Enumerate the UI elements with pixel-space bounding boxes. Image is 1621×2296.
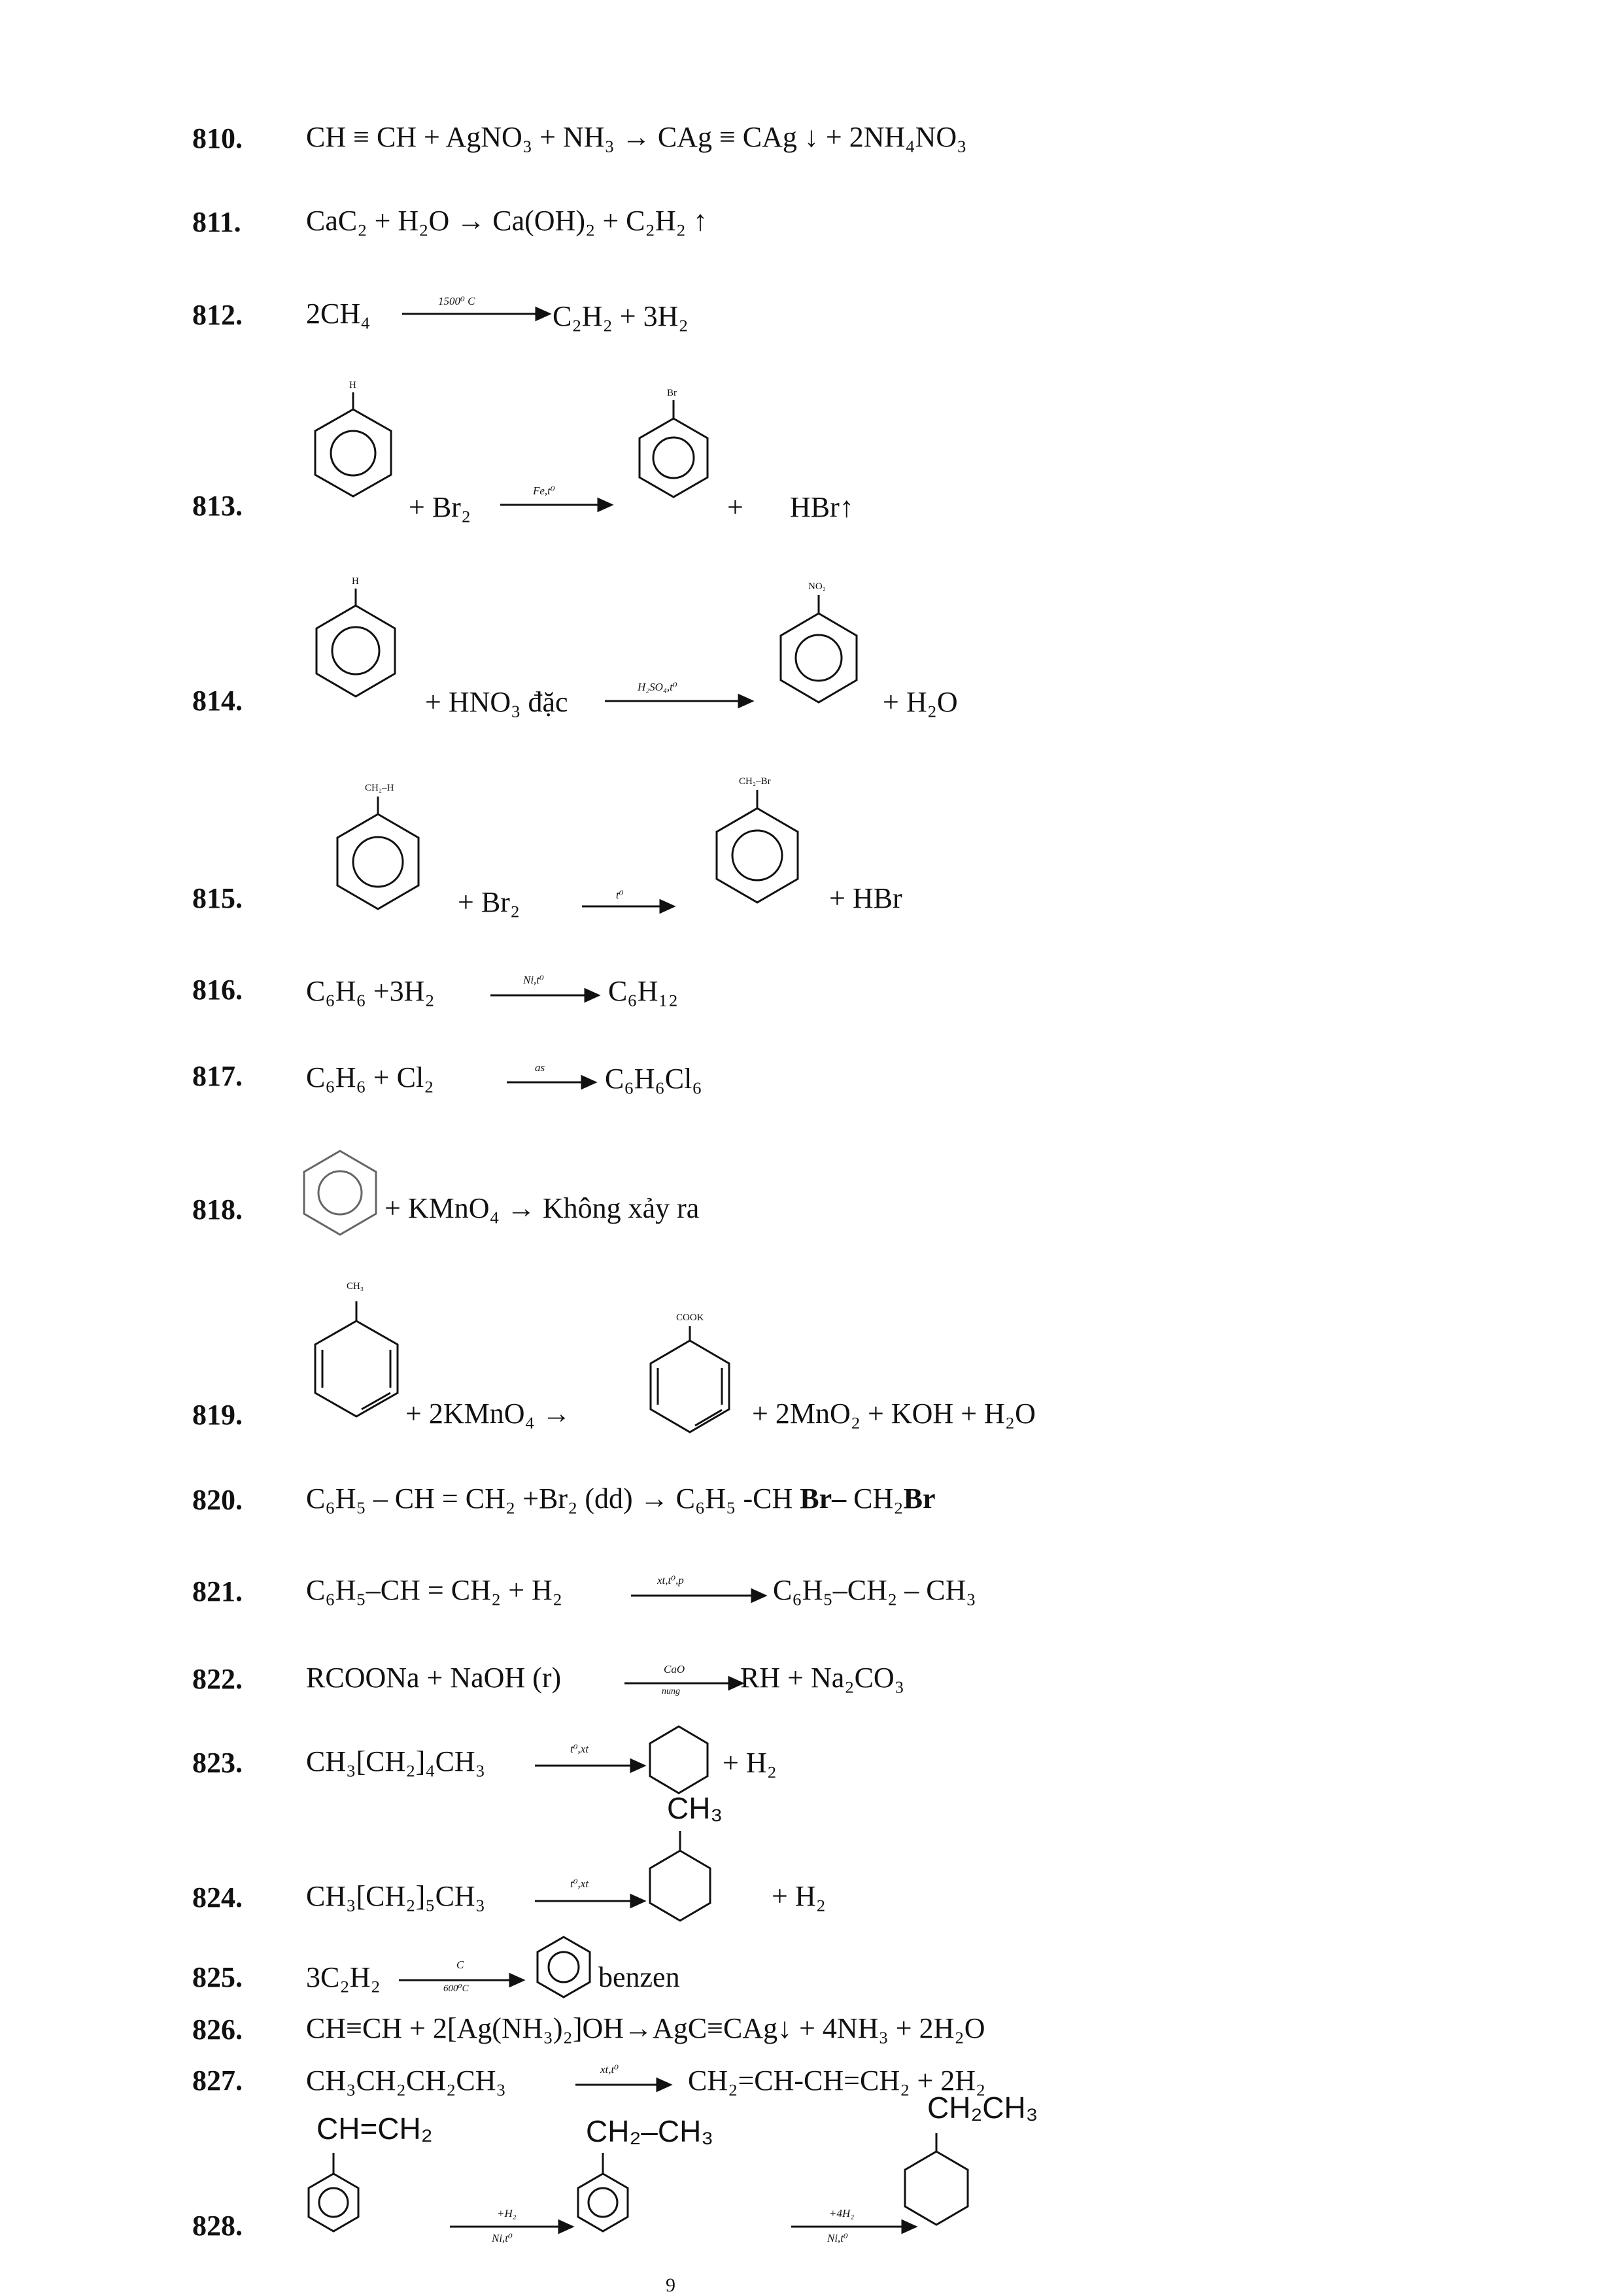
product: + 2MnO₂ + KOH + H₂O: [752, 1397, 1036, 1430]
cyclohexane-ring-824: [650, 1831, 710, 1921]
reaction-condition: t⁰,xt: [570, 1877, 589, 1890]
product-name: benzen: [598, 1961, 680, 1993]
substituent-label: H: [352, 576, 359, 587]
product: CH₂=CH-CH=CH₂ + 2H₂: [688, 2065, 986, 2097]
reaction-number-828: 828.: [192, 2210, 243, 2242]
reactant: 3C₂H₂: [306, 1961, 381, 1993]
benzene-ring-815-in: [337, 797, 418, 909]
reaction-condition: C: [456, 1959, 464, 1971]
reaction-condition: t⁰: [616, 889, 624, 901]
reaction-condition-lower: 600⁰C: [443, 1983, 469, 1994]
substituent-label: COOK: [676, 1312, 704, 1323]
reagent: + 2KMnO₄ →: [405, 1397, 571, 1430]
reaction-equation-811: CaC₂ + H₂O → Ca(OH)₂ + C₂H₂ ↑: [306, 205, 708, 237]
reactant: 2CH₄: [306, 298, 371, 330]
product: + H₂O: [883, 686, 958, 718]
reaction-number-812: 812.: [192, 299, 243, 331]
equation-part: C₆H₅ – CH = CH₂ +Br₂ (dd) → C₆H₅ -CH: [306, 1482, 800, 1515]
benzene-ring-825: [537, 1937, 590, 1997]
plus-sign: +: [727, 491, 743, 523]
reagent: + Br₂: [409, 491, 471, 523]
reaction-condition: Fe,t⁰: [533, 485, 555, 497]
arrow-828-b: [791, 2221, 915, 2233]
benzene-ring-819-in: [315, 1301, 398, 1416]
reaction-number-821: 821.: [192, 1575, 243, 1607]
reactant: CH₃[CH₂]₄CH₃: [306, 1745, 486, 1777]
substituent-label: CH=CH₂: [316, 2112, 433, 2146]
arrow-827: [575, 2079, 670, 2091]
reaction-number-826: 826.: [192, 2013, 243, 2046]
product: RH + Na₂CO₃: [740, 1662, 905, 1694]
reaction-equation-820: [306, 1484, 936, 1513]
reagent: + Br₂: [458, 886, 520, 918]
benzene-ring-814-in: [316, 589, 395, 696]
reaction-number-814: 814.: [192, 685, 243, 717]
substituent-label: CH₂–Br: [739, 776, 771, 787]
reactant: CH₃[CH₂]₅CH₃: [306, 1880, 486, 1912]
reaction-number-815: 815.: [192, 882, 243, 914]
substituent-label: H: [349, 380, 356, 390]
product: + H₂: [772, 1880, 826, 1912]
benzene-ring-813-in: [315, 392, 391, 496]
product: C₆H₅–CH₂ – CH₃: [773, 1574, 976, 1606]
equation-part: CH₂: [846, 1482, 904, 1515]
reactant: C₆H₅–CH = CH₂ + H₂: [306, 1574, 563, 1606]
reaction-equation-810: CH ≡ CH + AgNO₃ + NH₃ → CAg ≡ CAg ↓ + 2NH₄NO₃: [306, 121, 967, 153]
reaction-number-822: 822.: [192, 1663, 243, 1695]
reaction-number-817: 817.: [192, 1060, 243, 1092]
reaction-number-811: 811.: [192, 206, 241, 238]
substituent-label: CH₂–H: [365, 783, 394, 793]
cyclohexane-ring-823: [650, 1726, 708, 1793]
reaction-condition-lower: nung: [662, 1687, 680, 1696]
reaction-number-827: 827.: [192, 2065, 243, 2097]
reagent: + HNO₃ đặc: [425, 686, 568, 718]
arrow-813: [500, 499, 611, 511]
substituent-label: CH₂–CH₃: [586, 2114, 714, 2148]
substituent-label: CH₂CH₃: [927, 2091, 1038, 2125]
reaction-condition: 1500⁰ C: [438, 295, 475, 307]
benzene-ring-814-out: [781, 595, 857, 702]
reaction-result: + KMnO₄ → Không xảy ra: [384, 1192, 700, 1224]
reaction-number-816: 816.: [192, 974, 243, 1006]
reaction-condition: +H₂: [497, 2207, 517, 2219]
substituent-label: CH₃: [667, 1791, 723, 1825]
reaction-number-810: 810.: [192, 122, 243, 154]
reaction-condition: xt,t⁰: [600, 2063, 619, 2076]
cyclohexane-ring-828-c: [905, 2133, 968, 2225]
reaction-number-823: 823.: [192, 1747, 243, 1779]
product: HBr↑: [790, 491, 854, 523]
product: + HBr: [829, 882, 902, 914]
arrow-822: [624, 1677, 742, 1689]
reaction-equation-826: CH≡CH + 2[Ag(NH₃)₂]OH→AgC≡CAg↓ + 4NH₃ + 2H₂O: [306, 2012, 985, 2044]
reaction-condition: xt,t⁰,p: [657, 1574, 684, 1586]
reaction-condition-lower: Ni,t⁰: [827, 2232, 848, 2244]
bold-part: Br: [903, 1482, 936, 1515]
reaction-number-818: 818.: [192, 1193, 243, 1225]
reaction-number-825: 825.: [192, 1961, 243, 1993]
benzene-ring-828-a: [309, 2153, 358, 2231]
reaction-condition: as: [535, 1061, 545, 1074]
reaction-condition: CaO: [664, 1663, 685, 1675]
reaction-number-819: 819.: [192, 1399, 243, 1431]
reactant: C₆H₆ +3H₂: [306, 975, 435, 1007]
arrow-814: [605, 695, 752, 707]
reactant: CH₃CH₂CH₂CH₃: [306, 2065, 506, 2097]
product: C₆H₆Cl₆: [605, 1063, 702, 1095]
benzene-ring-818: [304, 1151, 376, 1235]
benzene-ring-819-out: [651, 1326, 729, 1432]
arrow-821: [631, 1590, 765, 1602]
bold-part: Br–: [800, 1482, 847, 1515]
reaction-condition: t⁰,xt: [570, 1743, 589, 1755]
substituent-label: NO₂: [808, 581, 826, 592]
reaction-condition: +4H₂: [829, 2207, 855, 2219]
benzene-ring-813-out: [640, 400, 708, 497]
reaction-number-813: 813.: [192, 490, 243, 522]
product: C₆H₁₂: [608, 975, 679, 1007]
arrow-824: [535, 1895, 644, 1907]
arrow-823: [535, 1760, 644, 1772]
product: + H₂: [723, 1747, 777, 1779]
product: C₂H₂ + 3H₂: [553, 300, 689, 332]
arrow-816: [490, 989, 598, 1001]
reaction-condition: Ni,t⁰: [523, 974, 544, 986]
arrow-828-a: [450, 2221, 572, 2233]
reaction-number-820: 820.: [192, 1484, 243, 1516]
benzene-ring-828-b: [578, 2153, 628, 2231]
benzene-ring-815-out: [717, 790, 798, 902]
substituent-label: Br: [667, 388, 677, 398]
substituent-label: CH₃: [347, 1281, 364, 1292]
arrow-817: [507, 1076, 595, 1088]
reaction-condition: H₂SO₄,t⁰: [638, 681, 677, 693]
reactant: C₆H₆ + Cl₂: [306, 1061, 434, 1093]
arrow-812: [402, 308, 549, 320]
reactant: RCOONa + NaOH (r): [306, 1662, 562, 1694]
reaction-number-824: 824.: [192, 1881, 243, 1913]
arrow-815: [582, 900, 674, 912]
reaction-condition-lower: Ni,t⁰: [492, 2232, 513, 2244]
page-number: 9: [666, 2274, 675, 2296]
